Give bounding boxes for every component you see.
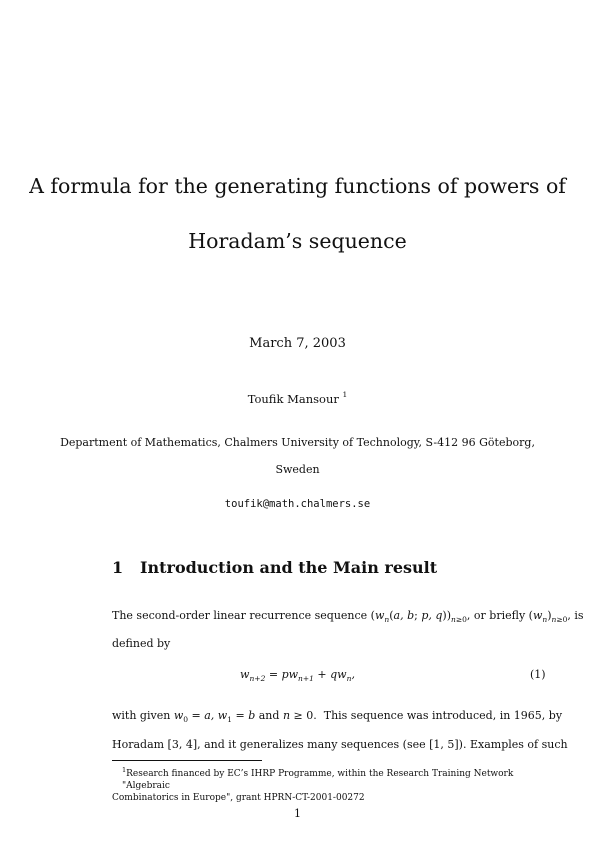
footnote [112,764,552,804]
footnote-mark: 1 [122,766,127,774]
section-title: Introduction and the Main result [140,558,438,577]
author-email: toufik@math.chalmers.se [224,498,371,510]
page-number: 1 [294,807,301,820]
paragraph-2-line-1: with given $w_0 = a$, $w_1 = b$ and n ≥ 0. This sequence was introduced, in 1965, by [112,709,563,725]
affiliation-line-2: Sweden [275,463,320,476]
author-footnote-mark: 1 [342,390,348,399]
author-name: Toufik Mansour [247,391,339,406]
section-heading [112,558,437,577]
equation-number: (1) [530,668,546,681]
footnote-line-1: $^1$Research financed by EC’s IHRP Programme, within the Research Training Network "Algebraic [122,766,514,791]
footnote-rule [112,760,262,761]
affiliation-line-1: Department of Mathematics, Chalmers University of Technology, S-412 96 Göteborg, [60,436,535,449]
section-number: 1 [112,558,124,577]
footnote-line-2: Combinatorics in Europe", grant HPRN-CT-2001-00272 [112,793,365,803]
paragraph-1-line-1: The second-order linear recurrence sequence ($w_n(a$, b; p, $q))_{n\ge 0}$, or briefly $(w_n)_{n\ge 0}$, is [112,609,584,625]
paragraph-2-line-2: Horadam [3, 4], and it generalizes many sequences (see [1, 5]). Examples of such [112,738,568,751]
paragraph-1-line-2: defined by [112,637,171,650]
equation-formula: $w_{n+2} = pw_{n+1} + qw_n$, [240,668,355,684]
paper-title-line-1: A formula for the generating functions of powers of [29,174,566,198]
paper-title-line-2: Horadam’s sequence [188,229,407,253]
paper-date: March 7, 2003 [249,336,346,351]
author-line [0,391,595,406]
